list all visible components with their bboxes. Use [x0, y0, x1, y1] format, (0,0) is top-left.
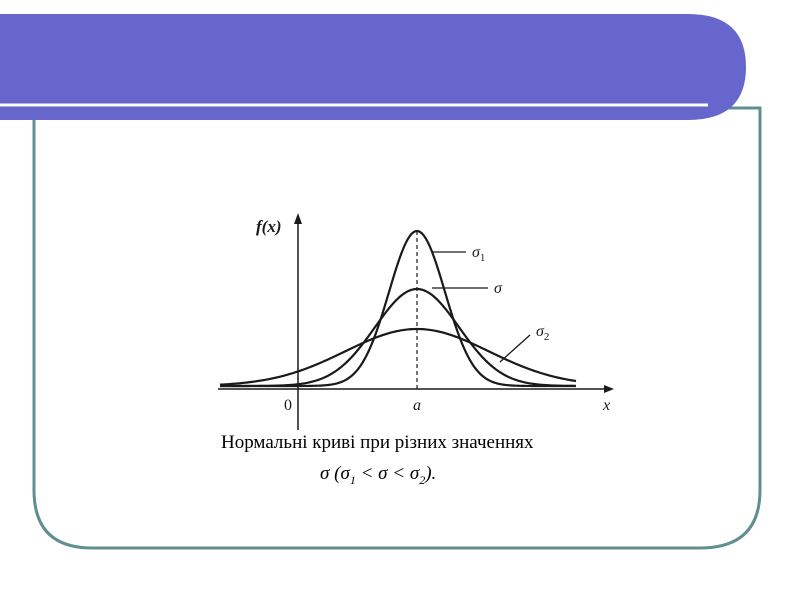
caption-line2: σ $(\sigma_1 < \sigma < \sigma_2)$.	[320, 463, 437, 487]
label-sigma1: $\sigma_1$	[472, 244, 486, 264]
label-sigma2: $\sigma_2$	[536, 323, 550, 343]
label-sigma: σ	[494, 280, 502, 297]
caption-line1: Нормальні криві при різних значеннях	[221, 432, 534, 453]
y-axis-label: f(x)	[256, 217, 282, 236]
origin-label: 0	[284, 397, 292, 414]
x-axis-label: x	[603, 397, 611, 414]
mean-label: a	[413, 397, 421, 414]
